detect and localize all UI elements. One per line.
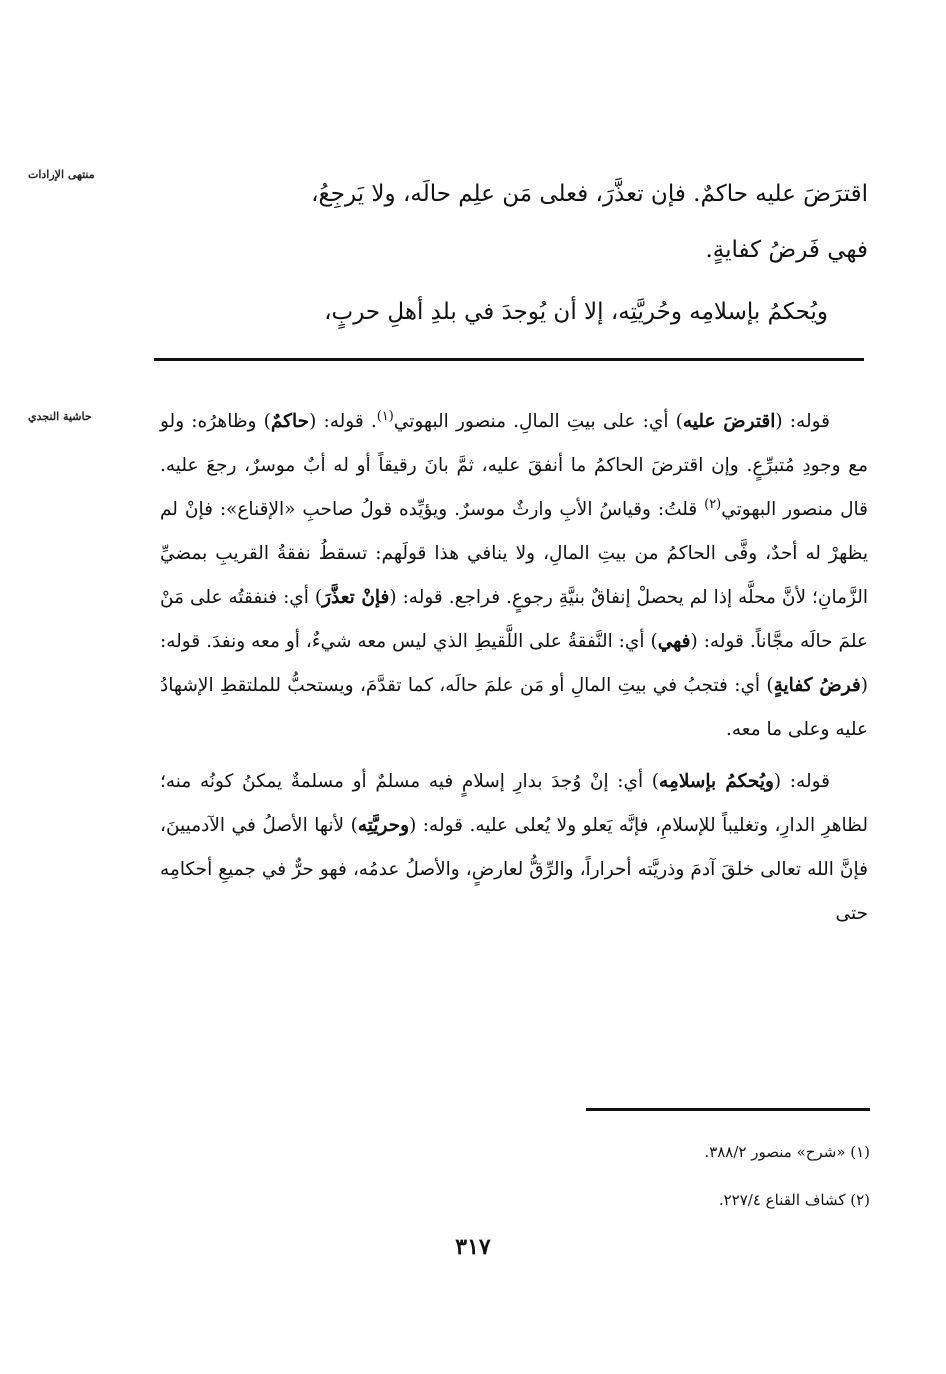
commentary-label: حاشية النجدي: [28, 410, 92, 423]
section-divider: [154, 358, 864, 361]
quoted-term: حاكمٌ: [270, 411, 310, 432]
footnote: (٢) كشاف القناع ٢٢٧/٤.: [718, 1191, 870, 1209]
commentary-text: [160, 400, 868, 936]
main-line: اقترَضَ عليه حاكمٌ. فإن تعذَّرَ، فعلى مَن علِم حالَه، ولا يَرجِعُ،: [311, 181, 868, 207]
text-run: ) أي: فتجبُ في بيتِ المالِ أو مَن علمَ حالَه، كما تقدَّمَ، ويستحبُّ للملتقطِ الإشهادُ عليه وعلى ما معه.: [160, 675, 868, 740]
quoted-term: فهي: [657, 631, 691, 652]
main-line: ويُحكمُ بإسلامِه وحُريَّتِه، إلا أن يُوجدَ في بلدِ أهلِ حربٍ،: [324, 299, 828, 325]
text-run: ) أي: على بيتِ المالِ. منصور البهوتي: [393, 411, 683, 432]
quoted-term: فرضُ كفايةٍ: [773, 675, 861, 696]
text-run: ) لأنها الأصلُ في الآدميينَ، فإنَّ الله تعالى خلقَ آدمَ وذريَّته أحراراً، والرِّقُّ لعارضٍ، والأصلُ عدمُه، فهو حرٌّ في جميعِ أحكامِه حتى: [160, 815, 868, 924]
text-run: قلتُ: وقياسُ الأبِ وارثٌ موسرٌ. ويؤيِّده قولُ صاحبِ «الإقناع»: فإنْ لم يظهرْ له أحدٌ، وفَّى الحاكمُ من بيتِ المالِ، ولا ينافي هذا قولَهم: تسقطُ نفقةُ القريبِ بمضيِّ الزَّمانِ؛ لأنَّ محلَّه إذا لم يحصلْ إنفاقٌ بنيَّةِ رجوعٍ. فراجع. قوله: (: [160, 499, 868, 608]
quoted-term: اقترضَ عليه: [682, 411, 776, 432]
footnote: (١) «شرح» منصور ٣٨٨/٢.: [704, 1143, 870, 1161]
quoted-term: وحريَّتِه: [357, 815, 410, 836]
footnote-divider: [586, 1108, 870, 1111]
commentary-paragraph: [160, 400, 868, 752]
footnote-marker: (٢): [704, 496, 722, 512]
text-run: ) وظاهرُه: ولو مع وجودِ مُتبرِّعٍ. وإن اقترضَ الحاكمُ ما أنفقَ عليه، ثمَّ بانَ رقيقاً أو له أبٌ موسرٌ، رجعَ عليه. قال منصور البهوتي: [160, 411, 868, 520]
text-run: . قوله: (: [309, 411, 377, 432]
text-run: ) أي: فنفقتُه على مَنْ علمَ حالَه مجَّاناً. قوله: (: [160, 587, 869, 652]
footnote-marker: (١): [376, 408, 394, 424]
quoted-term: ويُحكمُ بإسلامِه: [659, 771, 774, 792]
text-run: ) أي: إنْ وُجدَ بدارِ إسلامٍ فيه مسلمٌ أو مسلمةٌ يمكنُ كونُه منه؛ لظاهرِ الدارِ، وتغليباً للإسلامِ، فإنَّه يَعلو ولا يُعلى عليه. قوله: (: [160, 771, 868, 836]
page-number: ٣١٧: [455, 1234, 491, 1260]
book-label: منتهى الإرادات: [28, 168, 95, 181]
commentary-paragraph: [160, 760, 868, 936]
text-run: قوله: (: [775, 411, 830, 432]
text-run: ) أي: النَّفقةُ على اللَّقيطِ الذي ليس معه شيءٌ، أو معه ونفدَ. قوله: (: [160, 631, 868, 696]
main-line: فهي فَرضُ كفايةٍ.: [705, 237, 868, 263]
main-text: [160, 166, 868, 340]
text-run: قوله: (: [773, 771, 830, 792]
footnotes: [500, 1128, 870, 1224]
quoted-term: فإنْ تعذَّرَ: [322, 587, 390, 608]
